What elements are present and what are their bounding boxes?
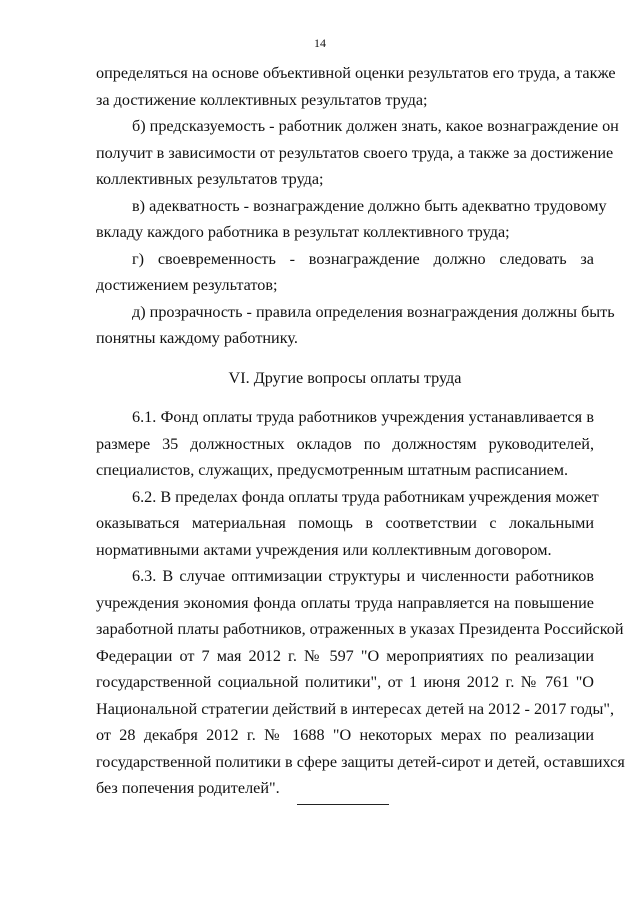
text-line: д) прозрачность - правила определения вознаграждения должны быть	[132, 302, 615, 321]
text-line: специалистов, служащих, предусмотренным штатным расписанием.	[96, 461, 569, 479]
text-line: нормативными актами учреждения или коллективным договором.	[96, 540, 552, 559]
text-line: в) адекватность - вознаграждение должно быть адекватно трудовому	[132, 196, 607, 215]
end-separator-line	[297, 804, 389, 805]
text-line: получит в зависимости от результатов своего труда, а также за достижение	[96, 143, 614, 162]
text-line: за достижение коллективных результатов труда;	[96, 90, 428, 109]
text-line: вкладу каждого работника в результат коллективного труда;	[96, 223, 510, 241]
text-line: размере 35 должностных окладов по должностям руководителей,	[96, 434, 594, 453]
text-line: 6.3. В случае оптимизации структуры и численности работников	[132, 567, 594, 585]
text-line: государственной политики в сфере защиты детей-сирот и детей, оставшихся	[96, 752, 625, 771]
paragraph-6-1	[96, 404, 594, 484]
document-body	[96, 60, 625, 802]
page-number: 14	[314, 36, 326, 50]
text-line: Федерации от 7 мая 2012 г. № 597 "О мероприятиях по реализации	[96, 646, 594, 665]
text-line: коллективных результатов труда;	[96, 170, 324, 188]
text-line: без попечения родителей".	[96, 779, 280, 797]
text-line: 6.2. В пределах фонда оплаты труда работникам учреждения может	[132, 487, 599, 506]
text-line: учреждения экономия фонда оплаты труда направляется на повышение	[96, 593, 594, 612]
text-line: Национальной стратегии действий в интересах детей на 2012 - 2017 годы",	[96, 699, 615, 718]
paragraph-6-3	[96, 563, 625, 802]
text-line: от 28 декабря 2012 г. № 1688 "О некоторых мерах по реализации	[96, 726, 594, 744]
text-line: 6.1. Фонд оплаты труда работников учреждения устанавливается в	[132, 408, 594, 426]
item-d-paragraph	[96, 299, 615, 352]
text-line: понятны каждому работнику.	[96, 329, 298, 347]
paragraph-6-2	[96, 484, 599, 564]
text-line: б) предсказуемость - работник должен знать, какое вознаграждение он	[132, 117, 619, 135]
text-line: заработной платы работников, отраженных в указах Президента Российской	[96, 620, 624, 638]
intro-paragraph	[96, 60, 616, 113]
text-line: оказываться материальная помощь в соответствии с локальными	[96, 514, 594, 532]
text-line: достижением результатов;	[96, 276, 278, 294]
text-line: г) своевременность - вознаграждение должно следовать за	[132, 249, 594, 268]
item-v-paragraph	[96, 193, 607, 246]
item-g-paragraph	[96, 246, 594, 299]
text-line: государственной социальной политики", от 1 июня 2012 г. № 761 "О	[96, 673, 594, 691]
section-heading: VI. Другие вопросы оплаты труда	[228, 368, 462, 387]
item-b-paragraph	[96, 113, 619, 193]
text-line: определяться на основе объективной оценки результатов его труда, а также	[96, 64, 616, 82]
